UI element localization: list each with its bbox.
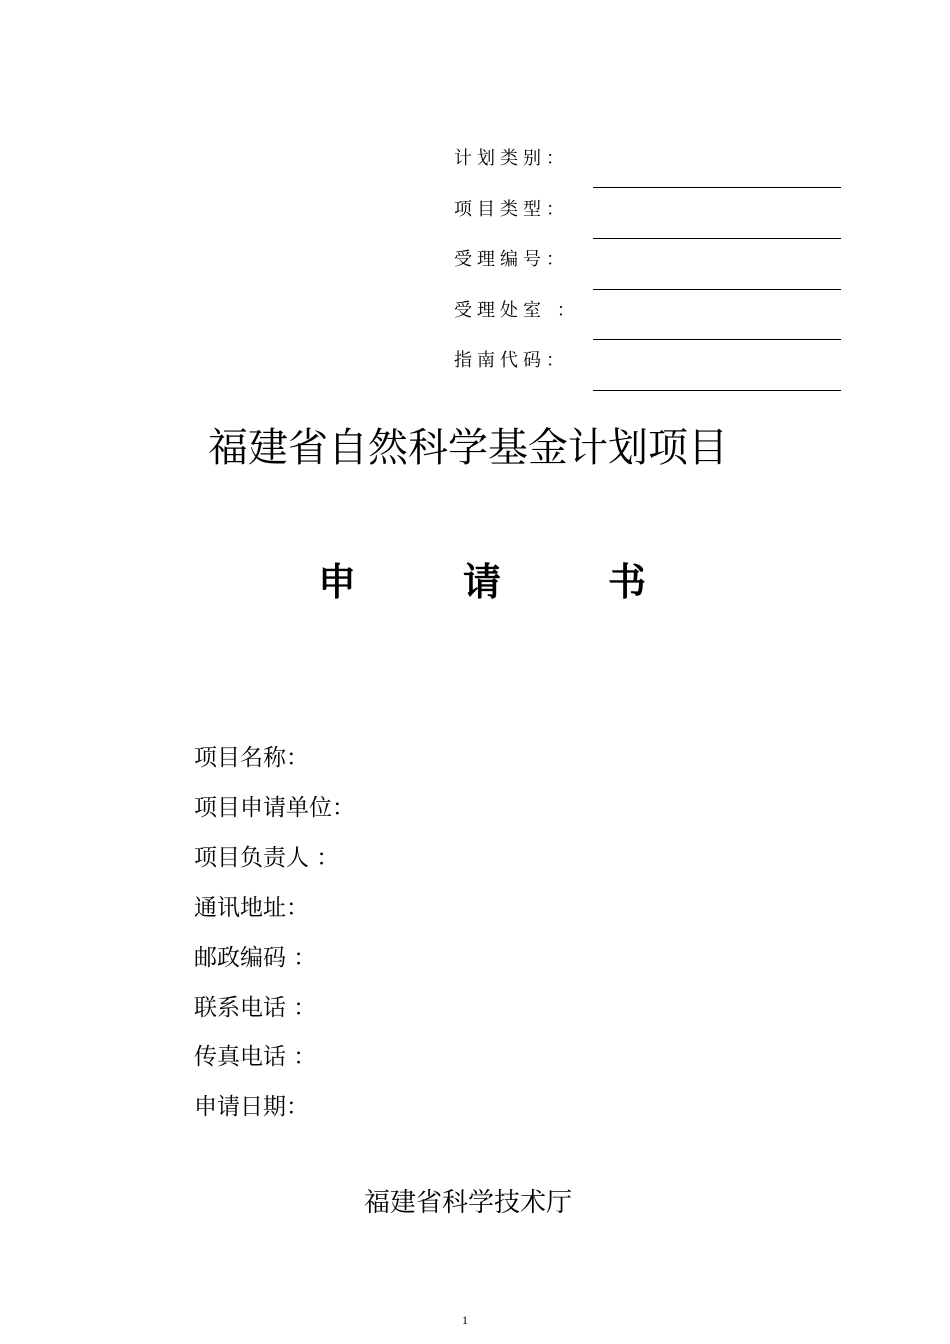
plan-category-line <box>593 187 841 188</box>
project-name-label: 项目名称： <box>194 745 309 771</box>
subtitle-char-3: 书 <box>608 560 647 604</box>
handling-office-label: 受理处室 ： <box>454 300 580 321</box>
postal-code-label: 邮政编码 ： <box>194 945 317 971</box>
application-date-label: 申请日期： <box>194 1094 309 1120</box>
mailing-address-label: 通讯地址： <box>194 895 309 921</box>
handling-office-line <box>593 339 841 340</box>
plan-category-label: 计划类别： <box>454 148 569 169</box>
page-number: 1 <box>462 1313 468 1327</box>
project-type-label: 项目类型： <box>454 199 569 220</box>
guide-code-label: 指南代码： <box>454 350 569 371</box>
issuing-authority: 福建省科学技术厅 <box>363 1188 572 1218</box>
fax-label: 传真电话 ： <box>194 1044 317 1070</box>
project-type-line <box>593 238 841 239</box>
subtitle-char-2: 请 <box>463 560 502 604</box>
project-leader-label: 项目负责人 ： <box>194 845 340 871</box>
contact-phone-label: 联系电话 ： <box>194 995 317 1021</box>
acceptance-number-line <box>593 289 841 290</box>
guide-code-line <box>593 390 841 391</box>
document-title: 福建省自然科学基金计划项目 <box>208 425 728 471</box>
subtitle-char-1: 申 <box>318 560 357 604</box>
acceptance-number-label: 受理编号： <box>454 249 569 270</box>
applicant-unit-label: 项目申请单位： <box>194 795 355 821</box>
